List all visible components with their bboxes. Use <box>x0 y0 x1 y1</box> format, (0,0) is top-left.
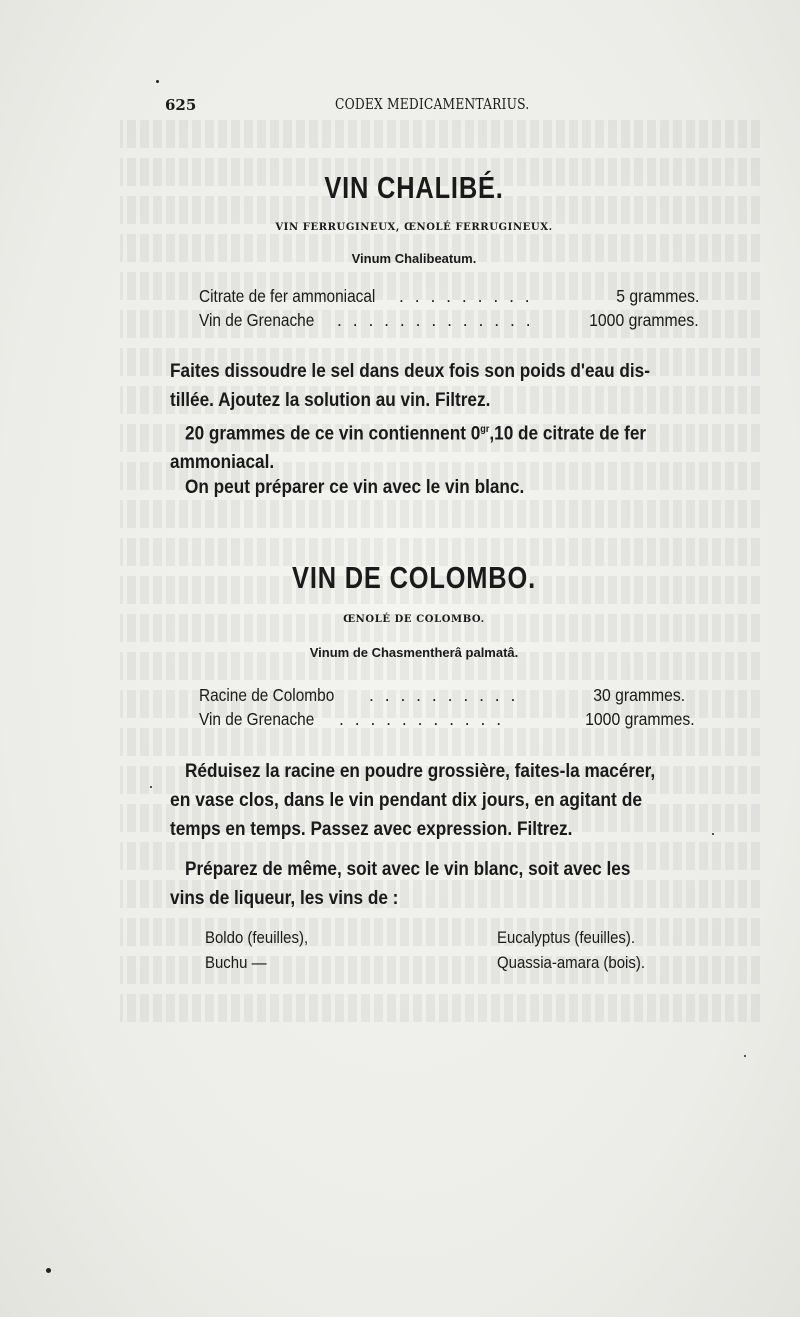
ingredient-name: Citrate de fer ammoniacal <box>199 286 376 306</box>
ingredient-name: Vin de Grenache <box>199 310 315 330</box>
text-line: Faites dissoudre le sel dans deux fois son poids d'eau dis- <box>170 361 650 382</box>
wine-list <box>205 925 675 975</box>
text-line: vins de liqueur, les vins de : <box>170 888 399 909</box>
ingredient-list <box>199 284 699 332</box>
paper-speck <box>156 80 159 83</box>
leader-dots: . . . . . . . . . . . <box>339 709 505 729</box>
synonyms: VIN FERRUGINEUX, ŒNOLÉ FERRUGINEUX. <box>275 222 553 233</box>
section-title: VIN DE COLOMBO. <box>292 560 536 595</box>
section-latin-name <box>0 645 800 660</box>
text-line: Réduisez la racine en poudre grossière, faites-la macérer, <box>185 761 656 782</box>
leader-dots: . . . . . . . . . <box>399 286 533 306</box>
ingredient-row <box>199 284 699 308</box>
text-line: tillée. Ajoutez la solution au vin. Filtrez. <box>170 390 491 411</box>
wine-list-item: Quassia-amara (bois). <box>497 953 645 972</box>
ingredient-name: Racine de Colombo <box>199 685 335 705</box>
paper-speck <box>150 786 152 788</box>
ingredient-row <box>199 707 699 731</box>
section-title: VIN CHALIBÉ. <box>324 170 504 205</box>
instruction-paragraph <box>170 757 735 844</box>
instruction-paragraph <box>185 473 750 502</box>
ingredient-name: Vin de Grenache <box>199 709 315 729</box>
latin-name: Vinum de Chasmentherâ palmatâ. <box>309 645 519 660</box>
paper-speck <box>46 1268 51 1273</box>
ingredient-list <box>199 683 699 731</box>
section-vin-chalibe <box>0 170 800 206</box>
ingredient-quantity: 1000 grammes. <box>589 310 699 330</box>
instruction-paragraph <box>170 357 735 415</box>
ingredient-row <box>199 683 699 707</box>
running-head <box>0 92 800 118</box>
synonyms: ŒNOLÉ DE COLOMBO. <box>343 614 485 625</box>
text-line: en vase clos, dans le vin pendant dix jours, en agitant de <box>170 790 643 811</box>
text-line: ammoniacal. <box>170 452 275 474</box>
text-line: 20 grammes de ce vin contiennent $0^{gr},10$ de citrate de fer <box>185 423 647 445</box>
section-synonyms <box>0 614 800 625</box>
leader-dots: . . . . . . . . . . . . . <box>337 310 534 330</box>
ingredient-quantity: 1000 grammes. <box>585 709 695 729</box>
paper-speck <box>712 833 714 835</box>
wine-list-item: Buchu — <box>205 953 267 972</box>
running-title: CODEX MEDICAMENTARIUS. <box>335 95 530 113</box>
wine-list-row <box>205 925 675 950</box>
text-line: On peut préparer ce vin avec le vin blanc. <box>185 477 525 498</box>
leader-dots: . . . . . . . . . . <box>369 685 519 705</box>
ingredient-quantity: 5 grammes. <box>615 286 699 306</box>
latin-name: Vinum Chalibeatum. <box>351 251 477 266</box>
ingredient-quantity: 30 grammes. <box>593 685 685 705</box>
wine-list-row <box>205 950 675 975</box>
section-synonyms <box>0 222 800 233</box>
instruction-paragraph <box>170 855 735 913</box>
wine-list-item: Boldo (feuilles), <box>205 928 309 947</box>
ingredient-row <box>199 308 699 332</box>
text-line: temps en temps. Passez avec expression. Filtrez. <box>170 819 573 840</box>
instruction-paragraph <box>170 415 750 477</box>
text-line: Préparez de même, soit avec le vin blanc, soit avec les <box>185 859 631 880</box>
section-vin-de-colombo <box>0 560 800 596</box>
section-latin-name <box>0 251 800 266</box>
paper-speck <box>744 1055 746 1057</box>
wine-list-item: Eucalyptus (feuilles). <box>497 928 636 947</box>
page-number: 625 <box>165 96 197 114</box>
